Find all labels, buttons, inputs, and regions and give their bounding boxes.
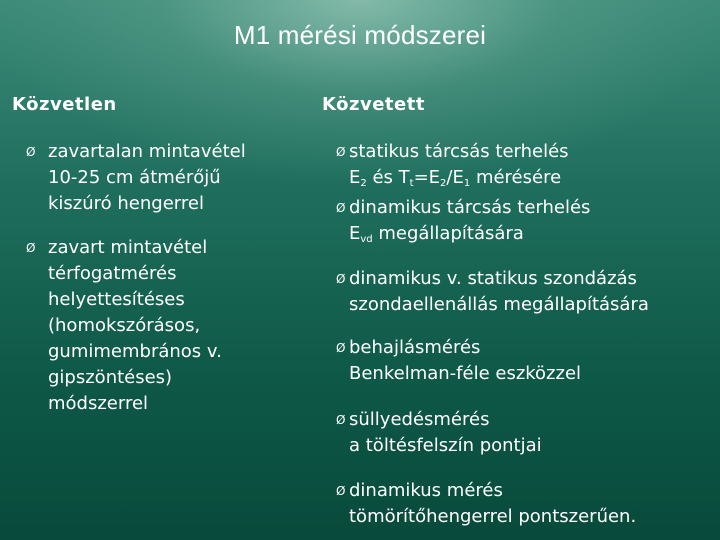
list-item-text: dinamikus v. statikus szondázás szondaellenállás megállapítására <box>349 268 649 315</box>
direct-heading: Közvetlen <box>12 94 117 115</box>
list-item-text: süllyedésmérés a töltésfelszín pontjai <box>349 409 542 456</box>
arrow-bullet-icon: Ø <box>26 241 36 255</box>
arrow-bullet-icon: Ø <box>336 201 346 215</box>
arrow-bullet-icon: Ø <box>336 413 346 427</box>
arrow-bullet-icon: Ø <box>26 145 36 159</box>
arrow-bullet-icon: Ø <box>336 341 346 355</box>
list-item-text: dinamikus tárcsás terhelés $E_{vd}$ megállapítására <box>349 197 591 245</box>
arrow-bullet-icon: Ø <box>336 272 346 286</box>
arrow-bullet-icon: Ø <box>336 145 346 159</box>
list-item-text: dinamikus mérés tömörítőhengerrel pontszerűen. <box>349 480 637 527</box>
list-item-text: statikus tárcsás terhelés $E_2$ és $T_t=E_2/E_1$ mérésére <box>349 141 569 189</box>
arrow-bullet-icon: Ø <box>336 484 346 498</box>
list-item-text: behajlásmérés Benkelman-féle eszközzel <box>349 337 582 384</box>
list-item-text: zavart mintavétel térfogatmérés helyettesítéses (homokszórásos, gumimembrános v. gipszöntéses) módszerrel <box>48 237 222 414</box>
list-item-text: zavartalan mintavétel 10-25 cm átmérőjű kiszúró hengerrel <box>48 141 246 214</box>
indirect-heading: Közvetett <box>322 94 425 115</box>
slide-title: M1 mérési módszerei <box>233 20 487 50</box>
